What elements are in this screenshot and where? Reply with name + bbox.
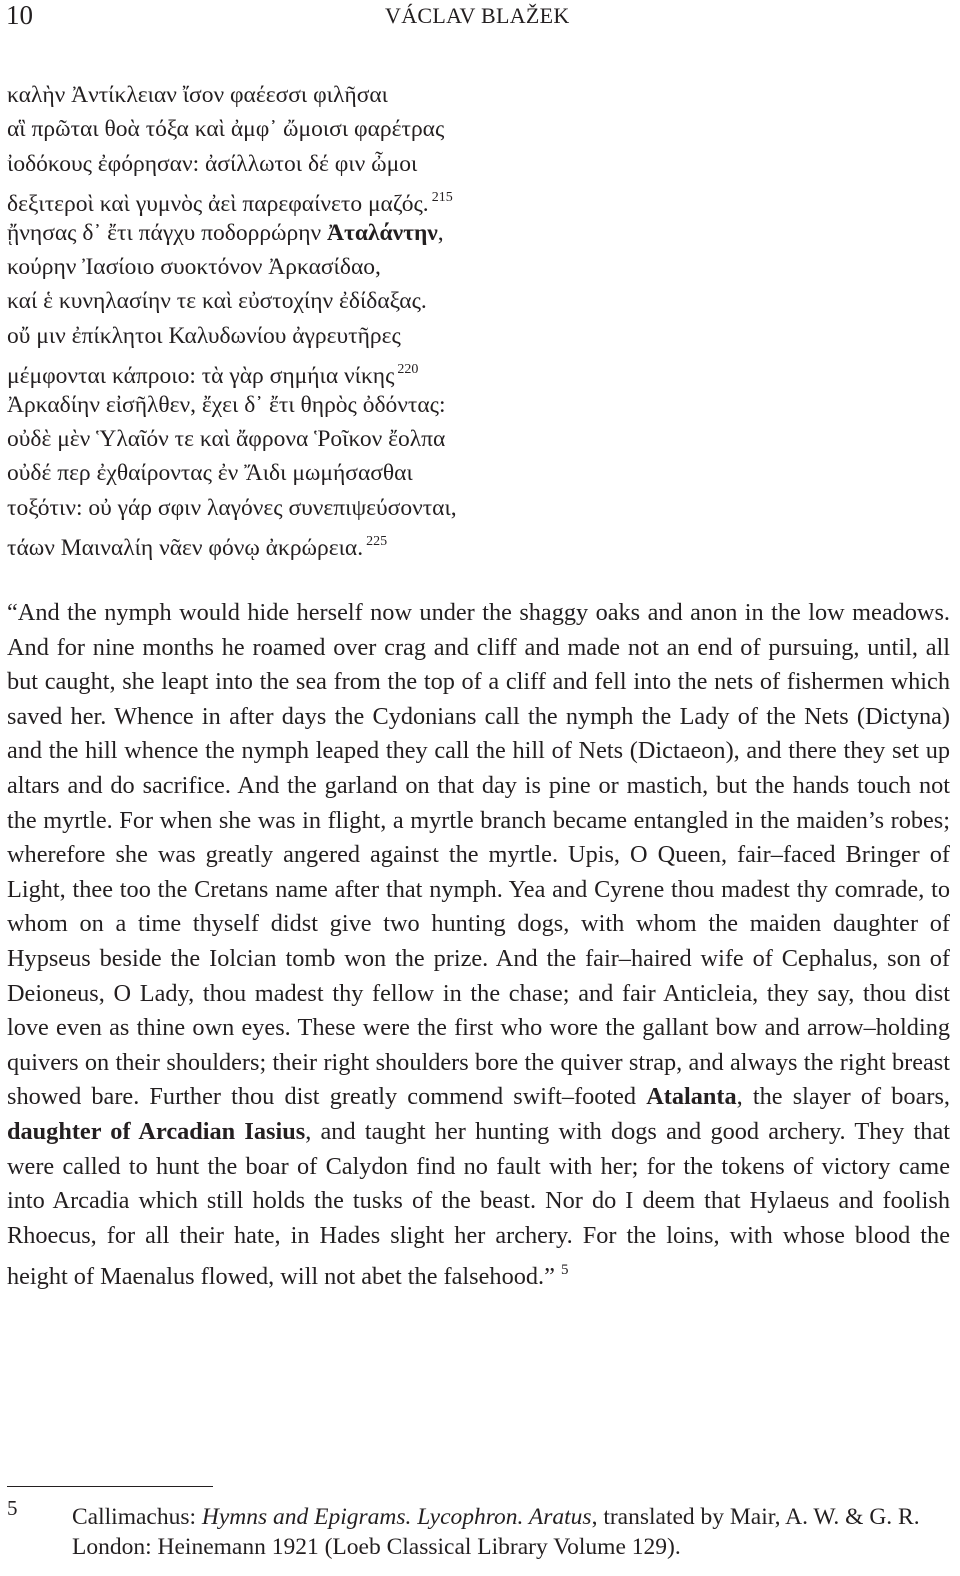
verse-line [7,78,947,112]
running-head: VÁCLAV BLAŽEK [385,3,570,28]
footnote-rest: , translated by Mair, A. W. & G. R. London: Heinemann 1921 (Loeb Classical Library Volume 129). [72,1504,920,1560]
verse-text: τάων Μαιναλίη νᾶεν φόνῳ ἀκρώρεια. [7,535,364,562]
verse-line [7,147,947,181]
verse-line [7,284,947,318]
translation-paragraph [7,596,950,1295]
verse-text: τοξότιν: οὐ γάρ σφιν λαγόνες συνεπιψεύσονται, [7,494,457,521]
verse-line [7,216,947,250]
footnote-lead: Callimachus: [72,1504,202,1530]
verse-line [7,525,947,562]
verse-line [7,491,947,525]
verse-line-number: 220 [397,362,419,378]
translation-text: , the slayer of boars, [736,1083,950,1111]
translation-text: , and taught her hunting with dogs and good archery. They that were called to hunt the boar of Calydon find no fault with her; for the tokens of victory came into Arcadia which still holds the tusks of the beast. Nor do I deem that Hylaeus and foolish Rhoecus, for all their hate, in Hades slight her archery. For the loins, with whose blood the height of Maenalus flowed, will not abet the falsehood.” [7,1117,950,1291]
verse-text: ᾔνησας δ᾽ ἔτι πάγχυ ποδορρώρην [7,219,328,246]
verse-line [7,319,947,353]
verse-line [7,456,947,490]
verse-line [7,353,947,390]
footnote-title: Hymns and Epigrams. Lycophron. Aratus [201,1504,592,1530]
verse-line [7,388,947,422]
verse-text: δεξιτεροὶ καὶ γυμνὸς ἀεὶ παρεφαίνετο μαζός. [7,191,429,218]
verse-text: αἳ πρῶται θοὰ τόξα καὶ ἀμφ᾽ ὤμοισι φαρέτρας [7,116,445,143]
verse-text: μέμφονται κάπροιο: τὰ γὰρ σημήια νίκης [7,363,395,390]
greek-verse-block [7,78,947,562]
page-number: 10 [6,0,33,30]
verse-text: κούρην Ἰασίοιο συοκτόνον Ἀρκασίδαο, [7,253,381,280]
verse-text: Ἀρκαδίην εἰσῆλθεν, ἔχει δ᾽ ἔτι θηρὸς ὀδόντας: [7,391,446,418]
verse-bold-name: Ἀταλάντην [327,219,438,246]
verse-line [7,422,947,456]
bold-daughter-of-iasius: daughter of Arcadian Iasius [7,1117,306,1145]
verse-line [7,112,947,146]
footnote-text [72,1502,952,1562]
verse-text: καλὴν Ἀντίκλειαν ἴσον φαέεσσι φιλῆσαι [7,82,388,108]
footnote-divider [7,1486,213,1487]
verse-text: οὔ μιν ἐπίκλητοι Καλυδωνίου ἀγρευτῆρες [7,322,401,349]
translation-text: “And the nymph would hide herself now under the shaggy oaks and anon in the low meadows. And for nine months he roamed over crag and cliff and made not an end of pursuing, until, all but caught, she leapt into the sea from the top of a cliff and fell into the nets of fishermen which saved her. Whence in after days the Cydonians call the nymph the Lady of the Nets (Dictyna) and the hill whence the nymph leaped they call the hill of Nets (Dictaeon), and there they set up altars and do sacrifice. And the garland on that day is pine or mastich, but the hands touch not the myrtle. For when she was in flight, a myrtle branch became entangled in the maiden’s robes; wherefore she was greatly angered against the myrtle. Upis, O Queen, fair–faced Bringer of Light, thee too the Cretans name after that nymph. Yea and Cyrene thou madest thy comrade, to whom on a time thyself didst give two hunting dogs, with whom the maiden daughter of Hypseus beside the Iolcian tomb won the prize. And the fair–haired wife of Cephalus, son of Deioneus, O Lady, thou madest thy fellow in the chase; and fair Anticleia, they say, thou dist love even as thine own eyes. These were the first who wore the gallant bow and arrow–holding quivers on their shoulders; their right shoulders bore the quiver strap, and always the right breast showed bare. Further thou dist greatly commend swift–footed [7,599,950,1111]
footnote-reference[interactable]: 5 [560,1262,569,1279]
verse-line [7,250,947,284]
verse-text: καί ἑ κυνηλασίην τε καὶ εὐστοχίην ἐδίδαξας. [7,288,427,315]
verse-text: ἰοδόκους ἐφόρησαν: ἀσίλλωτοι δέ φιν ὦμοι [7,150,418,177]
verse-line-number: 225 [366,534,388,550]
verse-text: οὐδέ περ ἐχθαίροντας ἐν Ἄιδι μωμήσασθαι [7,460,413,487]
verse-line-number: 215 [431,190,453,206]
verse-text: οὐδὲ μὲν Ὑλαῖόν τε καὶ ἄφρονα Ῥοῖκον ἔολπα [7,425,446,452]
footnote-marker: 5 [7,1496,18,1520]
verse-punctuation: , [437,219,444,246]
verse-line [7,181,947,218]
bold-atalanta: Atalanta [646,1083,737,1111]
